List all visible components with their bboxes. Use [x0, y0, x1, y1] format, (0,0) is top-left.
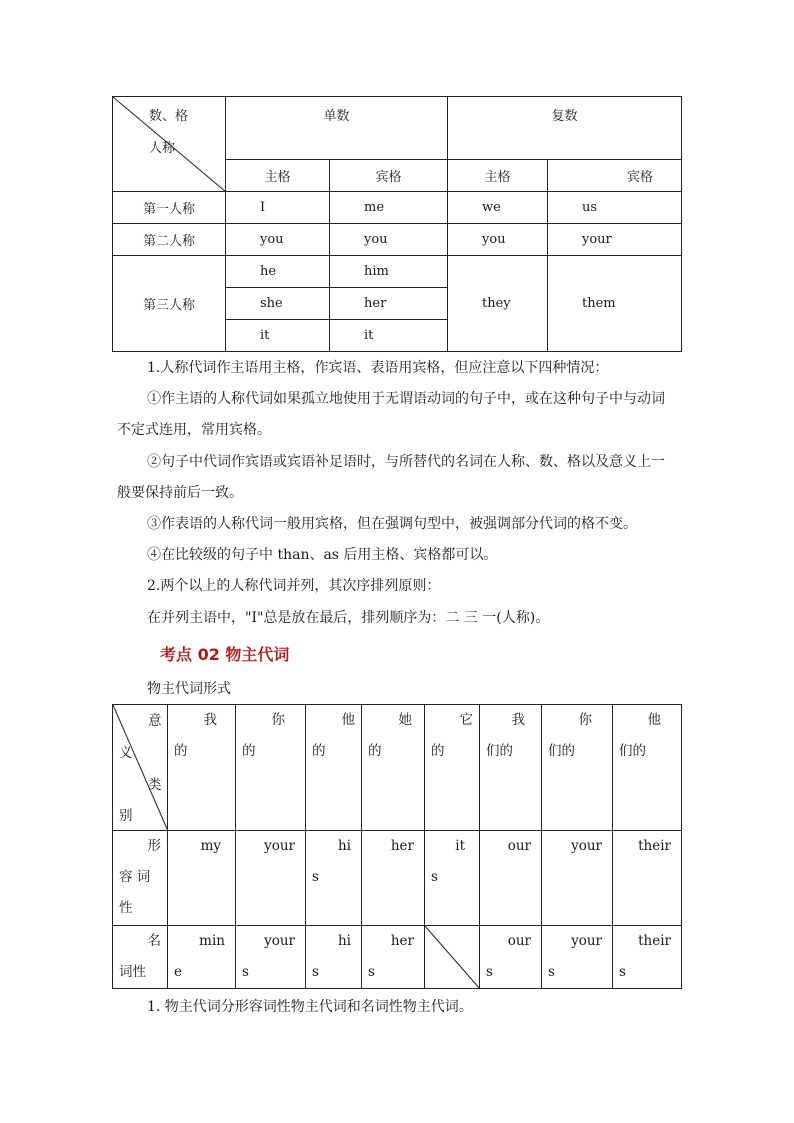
cell-line: hi — [337, 838, 351, 854]
corner-label: 类 — [148, 777, 162, 793]
diagonal-line — [425, 926, 480, 989]
corner-label: 意 — [148, 713, 162, 729]
paragraph: ②句子中代词作宾语或宾语补足语时，与所替代的名词在人称、数、格以及意义上一 — [147, 454, 665, 470]
footnote: 1. 物主代词分形容词性物主代词和名词性物主代词。 — [147, 999, 473, 1015]
cell-line: your — [264, 838, 295, 854]
column-header — [613, 705, 682, 831]
table-cell — [362, 831, 425, 926]
row-label — [113, 926, 168, 989]
header-line: 你 — [271, 712, 285, 728]
paragraph: 2.两个以上的人称代词并列，其次序排列原则： — [147, 578, 441, 594]
cell-line: their — [638, 933, 671, 949]
table-cell — [480, 926, 542, 989]
table-cell — [613, 926, 682, 989]
cell-line: min — [199, 933, 225, 949]
sing-nominative-header: 主格 — [226, 160, 330, 192]
table-cell — [236, 831, 306, 926]
paragraph: ③作表语的人称代词一般用宾格，但在强调句型中，被强调部分代词的格不变。 — [147, 516, 637, 532]
header-line: 的 — [431, 743, 445, 759]
table-cell — [613, 831, 682, 926]
paragraph: 在并列主语中，"Ⅰ"总是放在最后，排列顺序为：二 三 一(人称)。 — [147, 610, 550, 626]
table-row — [113, 926, 682, 989]
table-cell: they — [448, 256, 548, 352]
paragraph: 1.人称代词作主语用主格，作宾语、表语用宾格，但应注意以下四种情况： — [147, 360, 609, 376]
personal-pronoun-table — [112, 96, 682, 352]
column-header — [168, 705, 236, 831]
header-line: 的 — [368, 743, 382, 759]
row-label: 第三人称 — [113, 256, 226, 352]
table-cell — [306, 926, 362, 989]
cell-line: it — [455, 838, 465, 854]
table-cell: her — [330, 288, 448, 320]
sing-objective-header: 宾格 — [330, 160, 448, 192]
header-line: 们的 — [486, 743, 513, 759]
cell-line: hi — [337, 933, 351, 949]
label-line: 词性 — [119, 964, 146, 980]
corner-label: 别 — [119, 808, 133, 824]
table-cell: I — [226, 192, 330, 224]
cell-line: your — [571, 933, 602, 949]
cell-line: our — [507, 838, 531, 854]
header-line: 我 — [203, 712, 217, 728]
cell-line: s — [619, 964, 626, 980]
table-cell: he — [226, 256, 330, 288]
header-line: 他 — [341, 712, 355, 728]
paragraph: 般要保持前后一致。 — [117, 485, 243, 501]
column-header — [306, 705, 362, 831]
table-row — [113, 705, 682, 831]
row-label: 第二人称 — [113, 224, 226, 256]
table1-corner-cell — [113, 97, 226, 192]
table-cell — [306, 831, 362, 926]
table-cell: your — [548, 224, 682, 256]
cell-line: my — [200, 838, 221, 854]
table-cell: you — [330, 224, 448, 256]
table-cell-empty — [425, 926, 480, 989]
paragraph: 不定式连用，常用宾格。 — [117, 422, 271, 438]
header-line: 它 — [459, 712, 473, 728]
header-line: 你 — [578, 712, 592, 728]
corner-top-label: 数、格 — [149, 109, 189, 124]
cell-line: s — [312, 964, 319, 980]
cell-line: their — [638, 838, 671, 854]
table-cell: she — [226, 288, 330, 320]
table-cell: it — [330, 320, 448, 352]
table-row — [113, 831, 682, 926]
label-line: 容 词 — [119, 869, 151, 885]
table-cell: us — [548, 192, 682, 224]
label-line: 性 — [119, 900, 133, 916]
cell-line: her — [390, 933, 414, 949]
cell-line: e — [174, 964, 182, 980]
cell-line: your — [571, 838, 602, 854]
table-cell — [542, 926, 613, 989]
table-cell: him — [330, 256, 448, 288]
cell-line: s — [368, 964, 375, 980]
table-row — [113, 192, 682, 224]
column-header — [362, 705, 425, 831]
paragraph: ④在比较级的句子中 than、as 后用主格、宾格都可以。 — [147, 547, 498, 563]
table-cell — [168, 926, 236, 989]
table-cell — [168, 831, 236, 926]
table-cell: you — [448, 224, 548, 256]
table-cell — [480, 831, 542, 926]
paragraph: ①作主语的人称代词如果孤立地使用于无谓语动词的句子中，或在这种句子中与动词 — [147, 391, 665, 407]
table-cell — [542, 831, 613, 926]
column-header — [425, 705, 480, 831]
section-heading: 考点 02 物主代词 — [160, 645, 290, 664]
header-line: 们的 — [548, 743, 575, 759]
header-line: 的 — [242, 743, 256, 759]
table-cell: we — [448, 192, 548, 224]
column-header — [542, 705, 613, 831]
label-line: 名 — [147, 933, 161, 949]
header-line: 她 — [398, 712, 412, 728]
column-header — [480, 705, 542, 831]
corner-label: 义 — [119, 745, 133, 761]
row-label — [113, 831, 168, 926]
table-cell — [425, 831, 480, 926]
cell-line: s — [242, 964, 249, 980]
table-cell — [236, 926, 306, 989]
label-line: 形 — [147, 838, 161, 854]
table-cell: me — [330, 192, 448, 224]
plural-header: 复数 — [448, 97, 682, 160]
header-line: 他 — [647, 712, 661, 728]
table-cell: them — [548, 256, 682, 352]
table-row — [113, 224, 682, 256]
header-line: 们的 — [619, 743, 646, 759]
row-label: 第一人称 — [113, 192, 226, 224]
cell-line: our — [507, 933, 531, 949]
plural-nominative-header: 主格 — [448, 160, 548, 192]
plural-objective-header: 宾格 — [548, 160, 682, 192]
possessive-pronoun-table — [112, 704, 682, 989]
table-caption: 物主代词形式 — [147, 681, 231, 697]
cell-line: s — [312, 869, 319, 885]
column-header — [236, 705, 306, 831]
cell-line: s — [548, 964, 555, 980]
singular-header: 单数 — [226, 97, 448, 160]
table-cell: it — [226, 320, 330, 352]
cell-line: s — [431, 869, 438, 885]
corner-bottom-label: 人称 — [149, 141, 176, 156]
cell-line: s — [486, 964, 493, 980]
table-row — [113, 256, 682, 288]
header-line: 的 — [174, 743, 188, 759]
table2-corner-cell — [113, 705, 168, 831]
header-line: 的 — [312, 743, 326, 759]
cell-line: your — [264, 933, 295, 949]
cell-line: her — [390, 838, 414, 854]
header-line: 我 — [511, 712, 525, 728]
table-cell — [362, 926, 425, 989]
table-cell: you — [226, 224, 330, 256]
